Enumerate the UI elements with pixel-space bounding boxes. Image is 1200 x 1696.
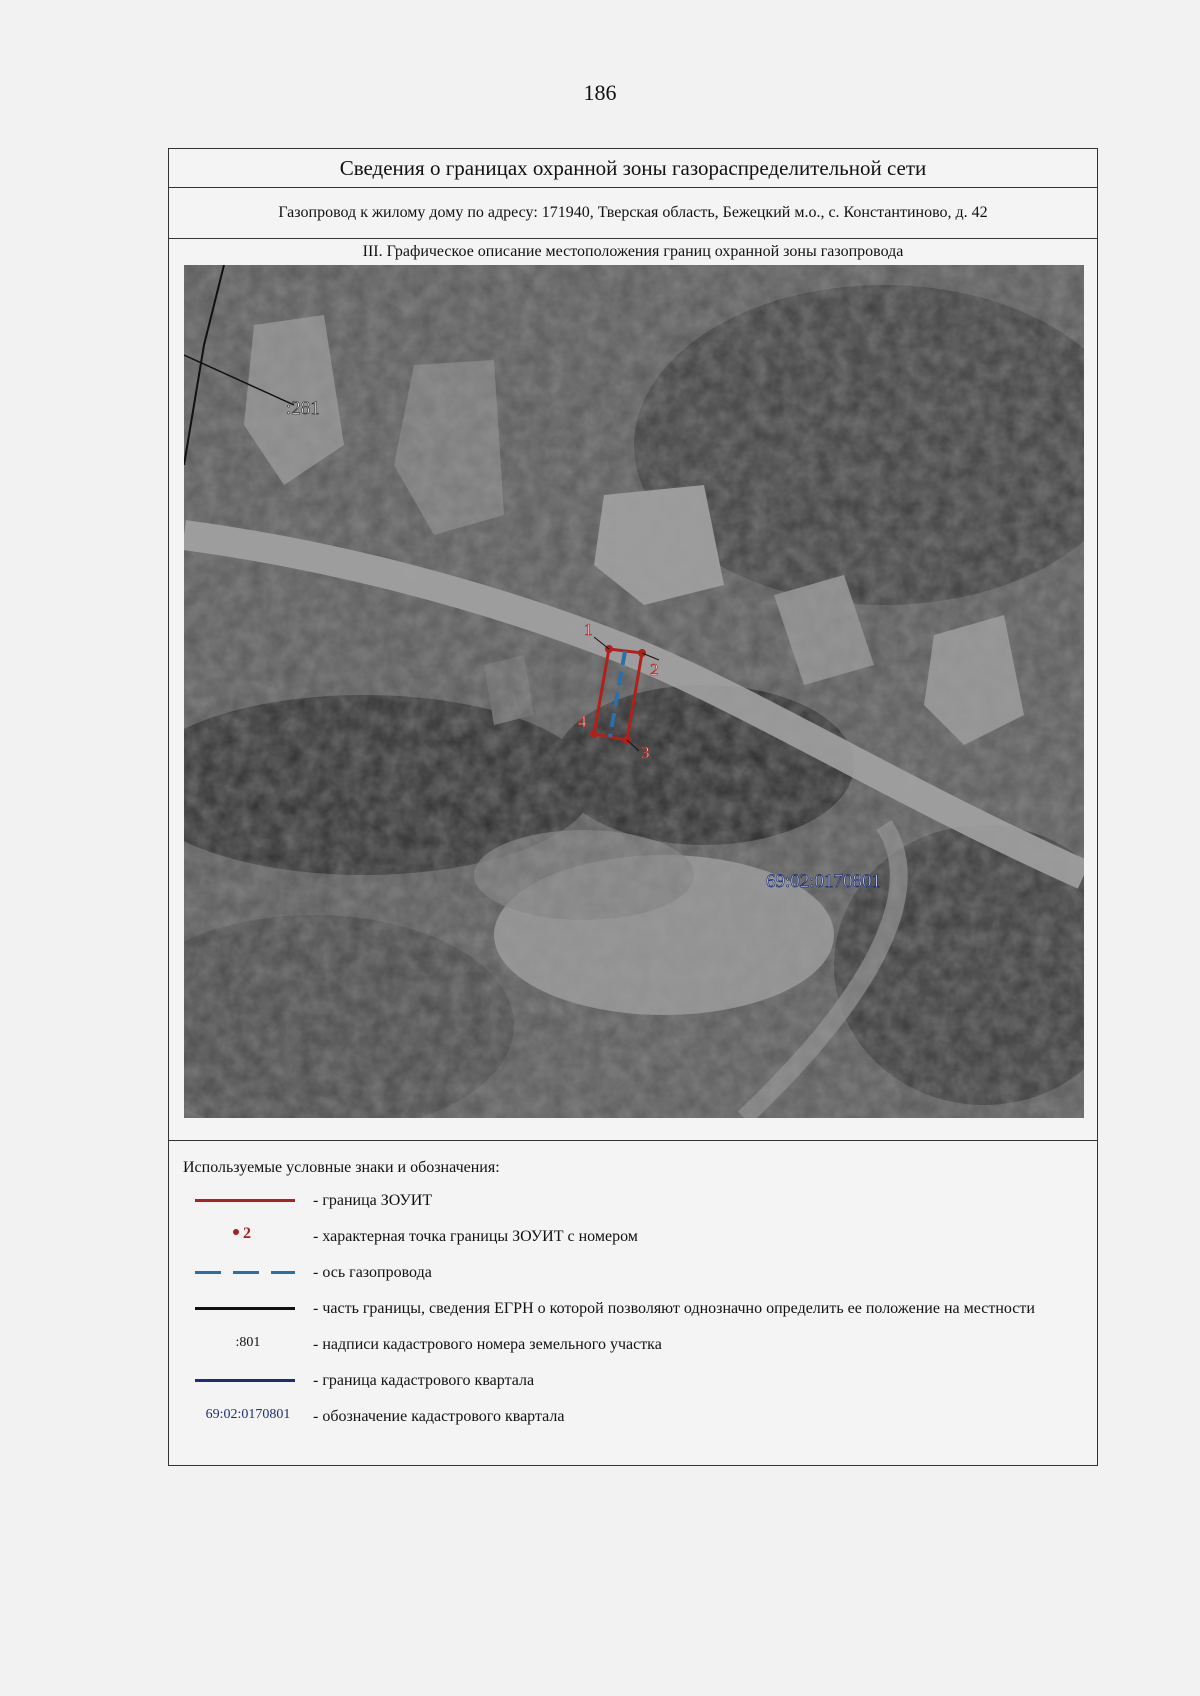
blue-dashed-line-symbol (183, 1261, 313, 1283)
legend-text: - характерная точка границы ЗОУИТ с номером (313, 1228, 638, 1245)
zone-point-4 (590, 730, 598, 738)
legend-item-parcel-label (183, 1333, 1083, 1357)
legend-heading: Используемые условные знаки и обозначения: (183, 1159, 500, 1176)
legend-text: - часть границы, сведения ЕГРН о которой позволяют однозначно определить ее положение на местности (313, 1300, 1035, 1317)
zone-point-label-4: 4 (578, 712, 587, 731)
quarter-label: 69:02:0170801 (766, 871, 882, 892)
page-number: 186 (583, 80, 617, 105)
legend-text: - граница кадастрового квартала (313, 1372, 535, 1389)
legend-text: - надписи кадастрового номера земельного участка (313, 1336, 662, 1353)
black-line-symbol (183, 1297, 313, 1319)
legend-item-zone-border (183, 1189, 1083, 1213)
aerial-map[interactable] (184, 265, 1084, 1118)
legend-item-black-line (183, 1297, 1083, 1321)
navy-line-symbol (183, 1369, 313, 1391)
document-frame (168, 148, 1098, 1466)
legend-text: - ось газопровода (313, 1264, 432, 1281)
object-address: Газопровод к жилому дому по адресу: 171940, Тверская область, Бежецкий м.о., с. Константиново, д. 42 (169, 188, 1097, 239)
map-divider (169, 1140, 1097, 1141)
point-symbol-number: 2 (243, 1225, 251, 1242)
zone-point-label-1: 1 (584, 620, 593, 639)
zone-point-label-3: 3 (641, 743, 650, 762)
legend-text: - граница ЗОУИТ (313, 1192, 433, 1209)
red-line-symbol (183, 1189, 313, 1211)
parcel-label: :281 (286, 398, 320, 419)
legend-item-zone-point (183, 1225, 1083, 1249)
legend-text: - обозначение кадастрового квартала (313, 1408, 565, 1425)
section-title: III. Графическое описание местоположения границ охранной зоны газопровода (362, 243, 904, 260)
legend (183, 1159, 1083, 1441)
parcel-label-symbol: :801 (235, 1335, 261, 1350)
legend-item-quarter-label (183, 1405, 1083, 1429)
legend-item-gas-axis (183, 1261, 1083, 1285)
document-title: Сведения о границах охранной зоны газораспределительной сети (169, 149, 1097, 188)
map-canvas (184, 265, 1084, 1118)
legend-item-quarter-border (183, 1369, 1083, 1393)
quarter-label-symbol: 69:02:0170801 (205, 1407, 291, 1422)
zone-point-label-2: 2 (650, 660, 659, 679)
red-point-symbol (183, 1225, 313, 1247)
